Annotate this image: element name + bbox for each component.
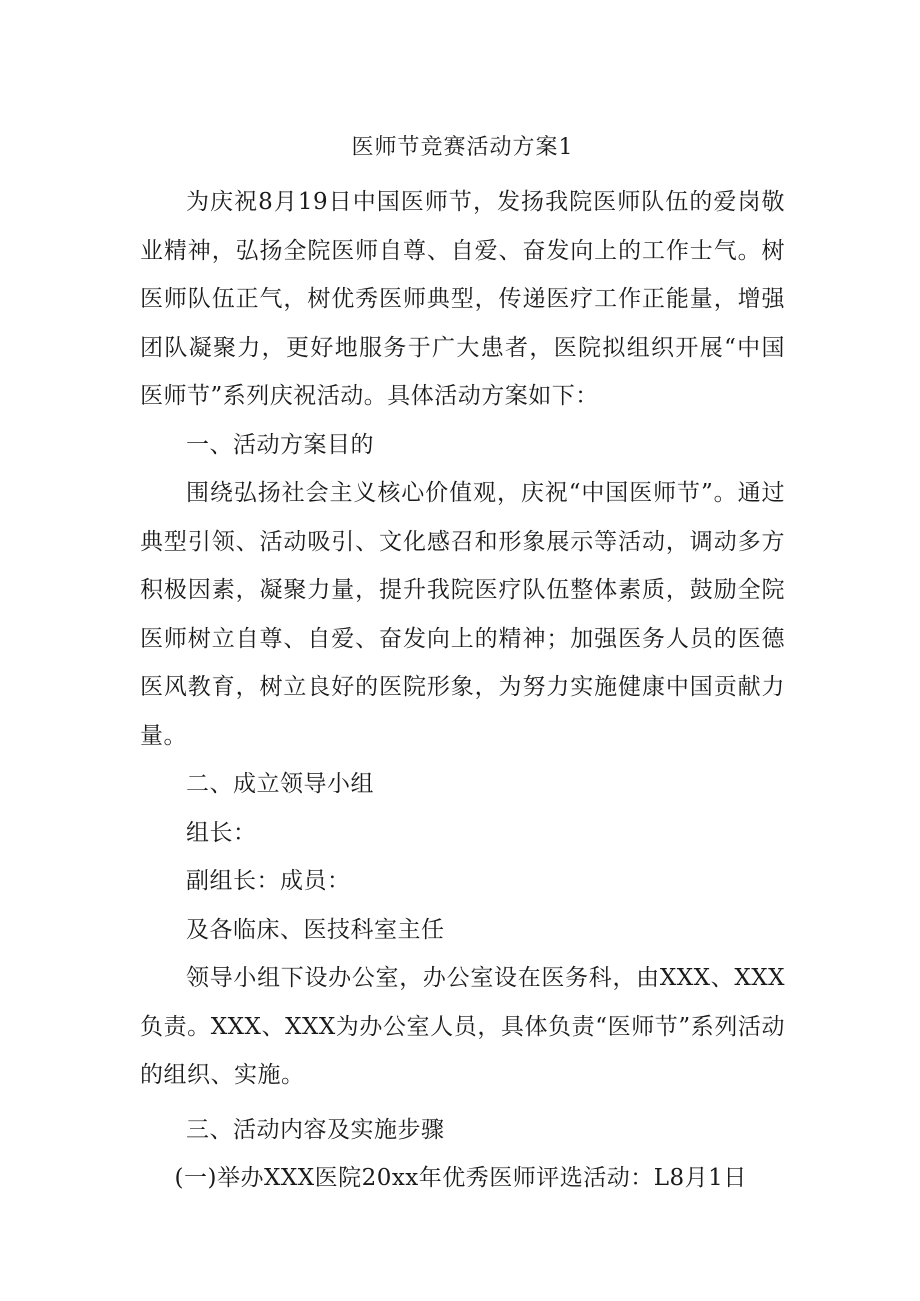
intro-paragraph: 为庆祝8月19日中国医师节，发扬我院医师队伍的爱岗敬业精神，弘扬全院医师自尊、自爱、奋发向上的工作士气。树医师队伍正气，树优秀医师典型，传递医疗工作正能量，增强团队凝聚力，更好地服务于广大患者，医院拟组织开展“中国医师节”系列庆祝活动。具体活动方案如下： [140, 189, 785, 409]
section-heading-activities: 三、活动内容及实施步骤 [186, 1116, 445, 1143]
office-paragraph: 领导小组下设办公室，办公室设在医务科，由XXX、XXX负责。XXX、XXX为办公室人员，具体负责“医师节”系列活动的组织、实施。 [140, 965, 785, 1088]
section-heading-leadership: 二、成立领导小组 [186, 771, 374, 797]
department-directors-line: 及各临床、医技科室主任 [186, 916, 445, 943]
purpose-paragraph: 围绕弘扬社会主义核心价值观，庆祝“中国医师节”。通过典型引领、活动吸引、文化感召和形象展示等活动，调动多方积极因素，凝聚力量，提升我院医疗队伍整体素质，鼓励全院医师树立自尊、自爱、奋发向上的精神；加强医务人员的医德医风教育，树立良好的医院形象，为努力实施健康中国贡献力量。 [140, 480, 785, 749]
leader-line: 组长： [186, 819, 257, 846]
section-heading-purpose: 一、活动方案目的 [186, 431, 374, 458]
document-page [140, 128, 785, 1203]
deputy-members-line: 副组长：成员： [186, 868, 351, 894]
activity-item-1: (一)举办XXX医院20xx年优秀医师评选活动：L8月1日 [174, 1165, 747, 1191]
document-title: 医师节竞赛活动方案1 [351, 135, 574, 160]
